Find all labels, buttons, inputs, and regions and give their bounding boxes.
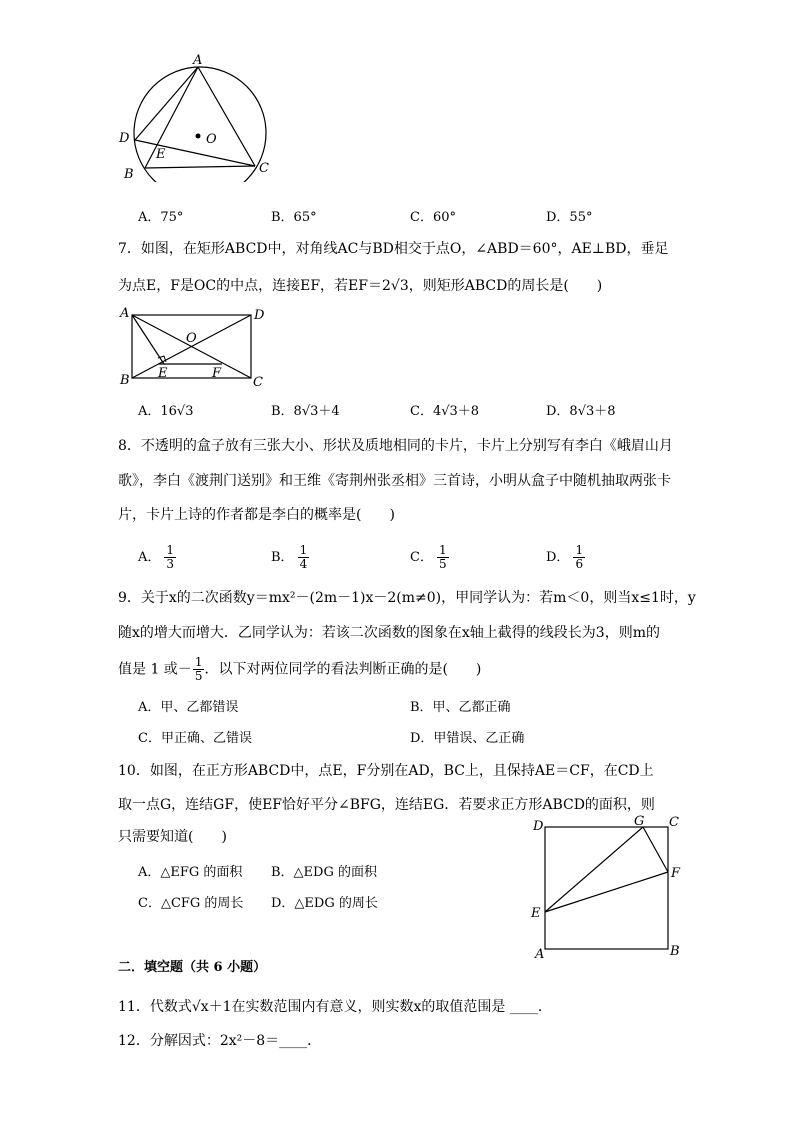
- q7-label-a: A: [120, 306, 130, 321]
- q6-circle: [134, 67, 266, 182]
- q10-label-c: C: [669, 815, 679, 830]
- q10-label-a: A: [535, 947, 545, 960]
- q8-option-a-fraction: $\frac{1}{3}$: [166, 543, 175, 571]
- q10-option-d[interactable]: D．△EDG 的周长: [271, 896, 378, 911]
- q9-line-3-prefix: 值是 1 或－: [118, 661, 192, 678]
- q10-segment-ef: [545, 872, 668, 912]
- q6-segment-ab: [145, 67, 198, 168]
- q8-option-d-fraction: $\frac{1}{6}$: [575, 543, 584, 571]
- q8-option-a-label: A．: [138, 550, 161, 565]
- q6-label-c: C: [259, 161, 269, 176]
- q6-label-d: D: [119, 131, 130, 146]
- q10-option-b[interactable]: B．△EDG 的面积: [271, 865, 377, 880]
- q9-line-3-suffix: ．以下对两位同学的看法判断正确的是( ): [204, 661, 482, 678]
- q10-stem-line-1: 10．如图，在正方形ABCD中，点E，F分别在AD，BC上，且保持AE＝CF，在CD上: [118, 763, 654, 779]
- q8-stem-line-2: 歌》，李白《渡荆门送别》和王维《寄荆州张丞相》三首诗，小明从盒子中随机抽取两张卡: [118, 473, 671, 489]
- q10-label-b: B: [670, 944, 680, 959]
- q7-label-b: B: [120, 373, 130, 388]
- q10-stem-line-3: 只需要知道( ): [118, 829, 227, 845]
- q6-figure: [112, 52, 282, 182]
- q7-segment-ae: [132, 315, 164, 364]
- q8-option-b-label: B．: [271, 550, 294, 565]
- q9-option-d[interactable]: D．甲错误、乙正确: [410, 731, 525, 746]
- q8-stem-line-1: 8．不透明的盒子放有三张大小、形状及质地相同的卡片，卡片上分别写有李白《峨眉山月: [118, 438, 673, 454]
- q6-label-a: A: [193, 53, 203, 68]
- q10-stem-line-2: 取一点G，连结GF，使EF恰好平分∠BFG，连结EG．若要求正方形ABCD的面积，则: [118, 797, 655, 813]
- q7-option-d[interactable]: D．8√3＋8: [546, 404, 616, 419]
- q6-option-c[interactable]: C．60°: [410, 210, 456, 225]
- q6-label-b: B: [124, 167, 134, 182]
- q10-label-f: F: [671, 866, 681, 881]
- q6-option-a[interactable]: A．75°: [138, 210, 184, 225]
- q6-segment-bc: [145, 166, 255, 168]
- q6-option-b[interactable]: B．65°: [271, 210, 317, 225]
- q8-option-d[interactable]: [546, 544, 585, 571]
- q7-option-a[interactable]: A．16√3: [138, 404, 194, 419]
- section-2-heading: 二．填空题（共 6 小题）: [118, 960, 267, 975]
- q7-label-d: D: [254, 308, 265, 323]
- q10-label-e: E: [531, 906, 541, 921]
- q7-stem-line-2: 为点E，F是OC的中点，连接EF，若EF＝2√3，则矩形ABCD的周长是( ): [118, 278, 603, 294]
- q7-option-b[interactable]: B．8√3＋4: [271, 404, 340, 419]
- q8-option-d-label: D．: [546, 550, 570, 565]
- q9-stem-line-1: 9．关于x的二次函数y＝mx²－(2m－1)x－2(m≠0)，甲同学认为：若m＜0，则当x≤1时，y: [118, 590, 696, 606]
- q10-segment-eg: [545, 827, 643, 912]
- q7-label-c: C: [253, 375, 263, 390]
- q11-stem: 11．代数式√x＋1在实数范围内有意义，则实数x的取值范围是 ____．: [118, 999, 552, 1015]
- q10-label-d: D: [533, 819, 544, 834]
- q6-option-d[interactable]: D．55°: [546, 210, 593, 225]
- q10-segment-gf: [643, 827, 668, 872]
- q12-stem: 12．分解因式：2x²－8＝____．: [118, 1033, 322, 1049]
- q10-option-c[interactable]: C．△CFG 的周长: [138, 896, 244, 911]
- q7-stem-line-1: 7．如图，在矩形ABCD中，对角线AC与BD相交于点O，∠ABD＝60°，AE⊥BD，垂足: [118, 241, 669, 257]
- q10-figure: [526, 810, 686, 960]
- q8-option-c-fraction: $\frac{1}{5}$: [438, 543, 447, 571]
- q8-option-b-fraction: $\frac{1}{4}$: [299, 543, 308, 571]
- q8-option-b[interactable]: [271, 544, 309, 571]
- q10-label-g: G: [634, 814, 645, 829]
- q9-stem-line-3: [118, 656, 481, 686]
- q7-label-f: F: [212, 366, 222, 381]
- q7-label-o: O: [186, 331, 197, 346]
- q6-label-e: E: [156, 147, 166, 162]
- q6-label-o: O: [206, 132, 217, 147]
- q7-figure: [112, 302, 272, 394]
- q9-option-b[interactable]: B．甲、乙都正确: [410, 700, 511, 715]
- q6-center-point: [196, 134, 201, 139]
- q8-option-a[interactable]: [138, 544, 176, 571]
- q9-option-a[interactable]: A．甲、乙都错误: [138, 700, 239, 715]
- q10-option-a[interactable]: A．△EFG 的面积: [138, 865, 243, 880]
- q7-option-c[interactable]: C．4√3＋8: [410, 404, 480, 419]
- q8-option-c-label: C．: [410, 550, 433, 565]
- q10-square: [545, 827, 668, 949]
- q6-segment-da: [135, 67, 198, 140]
- q8-option-c[interactable]: [410, 544, 449, 571]
- q9-fraction: $\frac{1}{5}$: [194, 655, 203, 683]
- q9-option-c[interactable]: C．甲正确、乙错误: [138, 731, 252, 746]
- q6-segment-ac: [198, 67, 255, 166]
- q7-label-e: E: [158, 366, 168, 381]
- q8-stem-line-3: 片，卡片上诗的作者都是李白的概率是( ): [118, 507, 395, 523]
- q9-stem-line-2: 随x的增大而增大．乙同学认为：若该二次函数的图象在x轴上截得的线段长为3，则m的: [118, 625, 660, 641]
